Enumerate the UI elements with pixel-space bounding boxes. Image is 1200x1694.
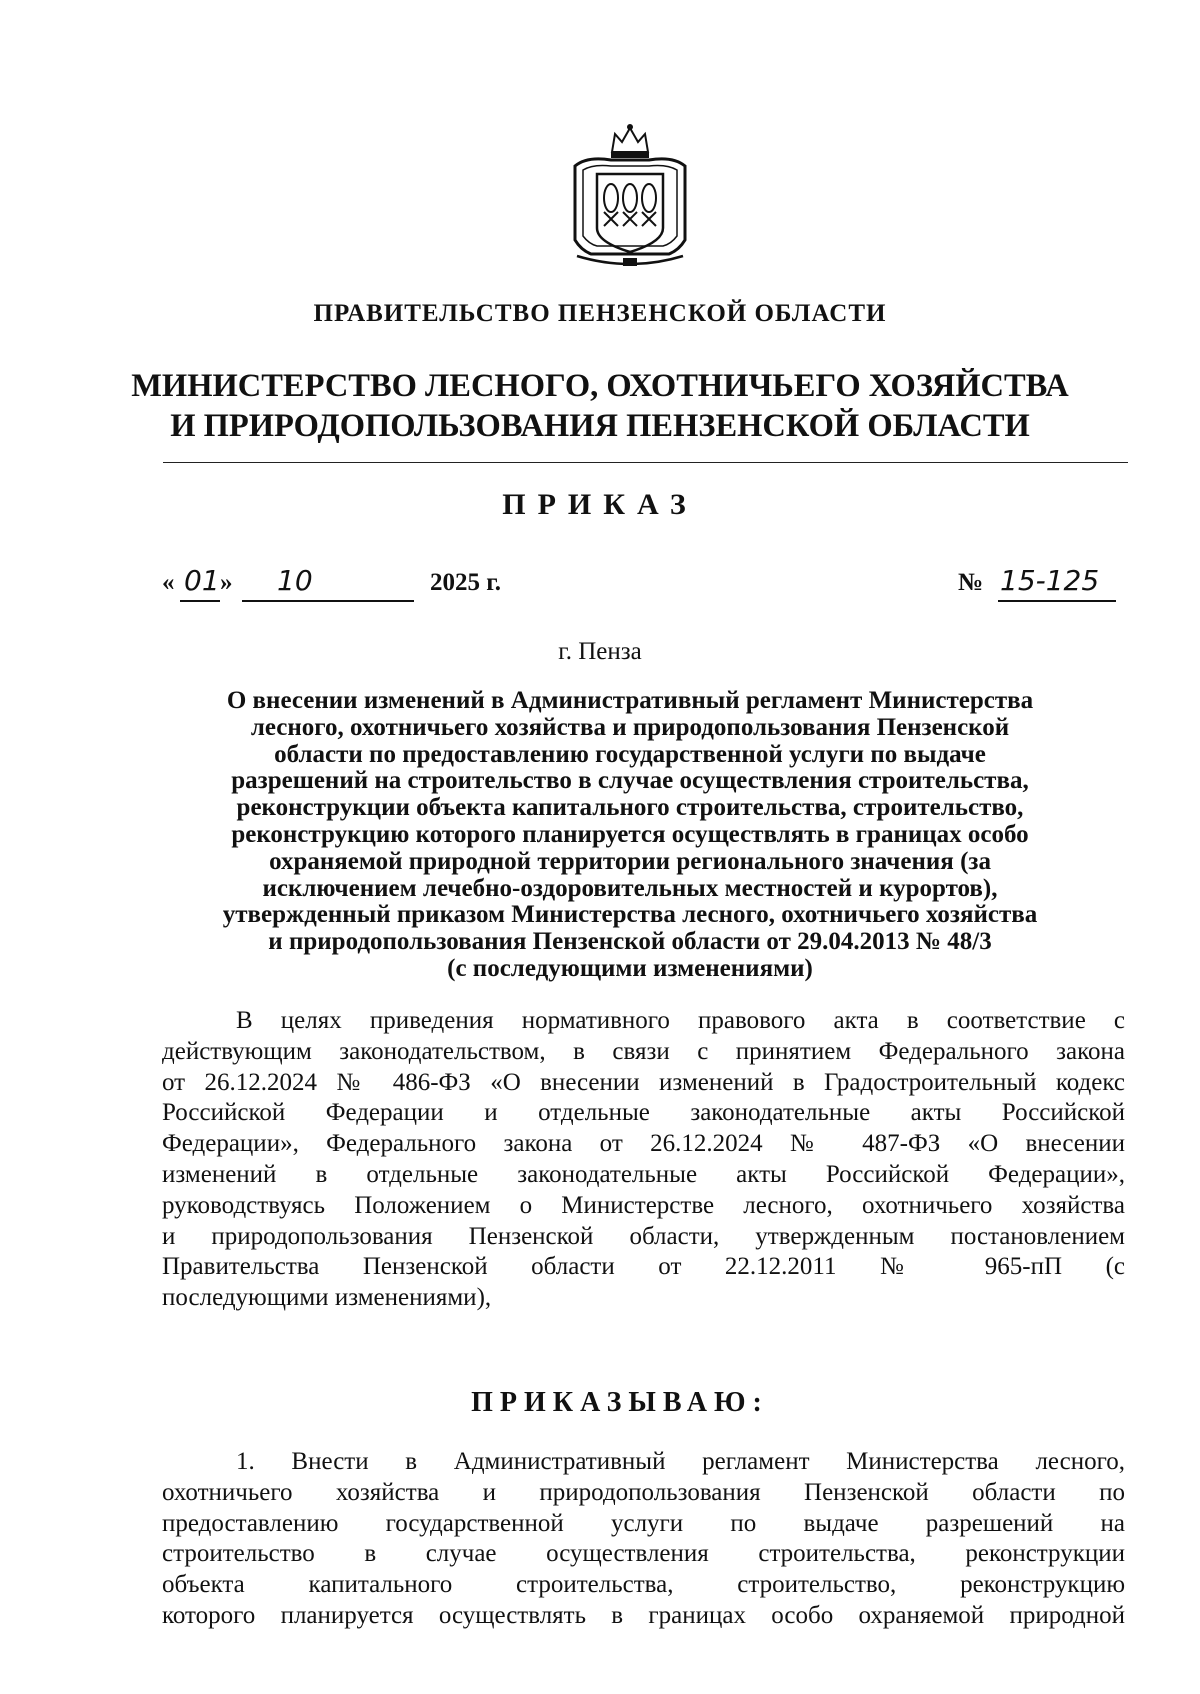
document-number (958, 564, 1128, 604)
item-line: предоставлению государственной услуги по выдаче разрешений на (162, 1509, 1125, 1537)
preamble-line: Российской Федерации и отдельные законодательные акты Российской (162, 1099, 1125, 1127)
ministry-name-line1: МИНИСТЕРСТВО ЛЕСНОГО, ОХОТНИЧЬЕГО ХОЗЯЙСТВА (131, 368, 1069, 404)
title-line: О внесении изменений в Административный регламент Министерства (226, 687, 1034, 714)
title-line: утвержденный приказом Министерства лесного, охотничьего хозяйства (222, 901, 1038, 929)
item-line: которого планируется осуществлять в границах особо охраняемой природной (162, 1601, 1125, 1629)
title-line: и природопользования Пензенской области от 29.04.2013 № 48/3 (268, 928, 992, 956)
date-number-row (162, 564, 1128, 604)
title-line: исключением лечебно-оздоровительных местностей и курортов), (262, 874, 998, 902)
government-name: ПРАВИТЕЛЬСТВО ПЕНЗЕНСКОЙ ОБЛАСТИ (313, 300, 887, 327)
date-close-quote: » (220, 569, 233, 596)
document-title (150, 688, 1110, 983)
coat-of-arms-icon (567, 122, 693, 274)
preamble-paragraph (162, 1006, 1125, 1314)
title-line: (с последующими изменениями) (447, 954, 813, 982)
document-number-underline (998, 600, 1116, 602)
title-line: лесного, охотничьего хозяйства и природопользования Пензенской (250, 713, 1010, 741)
title-line: охраняемой природной территории регионального значения (за (269, 847, 991, 875)
item-line: объекта капитального строительства, строительство, реконструкцию (162, 1571, 1125, 1599)
date-day-handwritten: 01 (184, 564, 220, 597)
title-line: реконструкцию которого планируется осуществлять в границах особо (231, 820, 1029, 848)
preamble-line: и природопользования Пензенской области, утвержденным постановлением (162, 1222, 1125, 1250)
preamble-line: изменений в отдельные законодательные акты Российской Федерации», (162, 1160, 1125, 1188)
date-month-underline (242, 600, 414, 602)
item-line: охотничьего хозяйства и природопользования Пензенской области по (162, 1478, 1125, 1506)
preamble-line: последующими изменениями), (162, 1284, 492, 1312)
order-heading: ПРИКАЗЫВАЮ: (471, 1387, 769, 1418)
preamble-line: действующим законодательством, в связи с принятием Федерального закона (162, 1037, 1125, 1065)
title-line: реконструкции объекта капитального строительства, строительство, (236, 794, 1024, 822)
coat-of-arms-emblem (567, 122, 693, 274)
preamble-line: Правительства Пензенской области от 22.12.2011 № 965-пП (с (162, 1253, 1125, 1281)
header-divider (163, 462, 1128, 463)
preamble-line: В целях приведения нормативного правового акта в соответствие с (236, 1007, 1125, 1034)
title-line: области по предоставлению государственной услуги по выдаче (274, 740, 986, 768)
item-line: строительство в случае осуществления строительства, реконструкции (162, 1540, 1125, 1568)
title-line: разрешений на строительство в случае осуществления строительства, (231, 767, 1029, 795)
ministry-name-line2: И ПРИРОДОПОЛЬЗОВАНИЯ ПЕНЗЕНСКОЙ ОБЛАСТИ (170, 408, 1030, 444)
document-number-handwritten: 15-125 (1000, 564, 1100, 597)
date-day-underline (180, 600, 220, 602)
ministry-name (0, 366, 1200, 446)
item-line: 1. Внести в Административный регламент Министерства лесного, (236, 1448, 1125, 1475)
number-sign: № (958, 569, 984, 596)
preamble-line: от 26.12.2024 № 486-ФЗ «О внесении изменений в Градостроительный кодекс (162, 1068, 1125, 1096)
date-month-handwritten: 10 (277, 564, 313, 597)
order-item-1 (162, 1447, 1125, 1632)
preamble-line: руководствуясь Положением о Министерстве лесного, охотничьего хозяйства (162, 1191, 1125, 1219)
document-type-title: ПРИКАЗ (502, 488, 698, 521)
preamble-line: Федерации», Федерального закона от 26.12.2024 № 487-ФЗ «О внесении (162, 1130, 1125, 1158)
city-name: г. Пенза (558, 638, 642, 665)
date-open-quote: « (162, 569, 175, 596)
date-year: 2025 г. (430, 569, 502, 596)
